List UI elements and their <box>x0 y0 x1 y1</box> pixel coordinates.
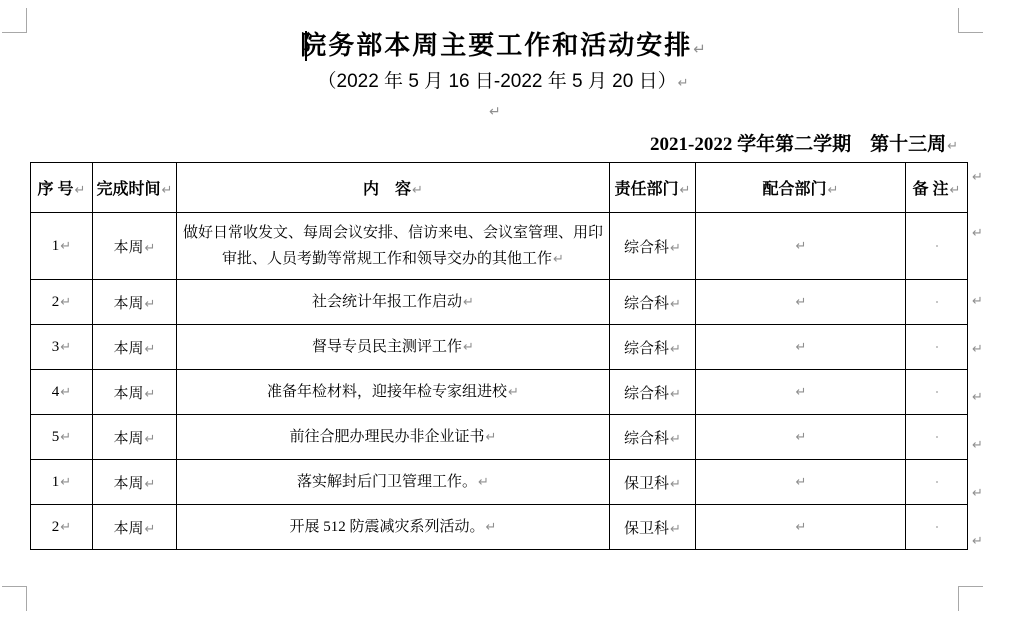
paragraph-mark-icon: ↵ <box>489 104 501 120</box>
time-text: 本周 <box>113 520 144 537</box>
cell-dept[interactable] <box>610 325 696 370</box>
header-content[interactable] <box>177 163 610 213</box>
cell-content[interactable] <box>177 280 610 325</box>
cell-note[interactable] <box>906 370 968 415</box>
header-note[interactable] <box>906 163 968 213</box>
paragraph-mark-icon: ↵ <box>60 519 72 535</box>
note-mark <box>936 245 938 247</box>
paragraph-mark-icon: ↵ <box>144 431 156 447</box>
row-end-mark-icon: ↵ <box>972 294 983 309</box>
paragraph-mark-icon: ↵ <box>144 341 156 357</box>
cell-note[interactable] <box>906 280 968 325</box>
header-time-label: 完成时间 <box>96 181 161 198</box>
cell-coop[interactable] <box>696 460 906 505</box>
schedule-table <box>30 162 968 550</box>
paragraph-mark-icon: ↵ <box>60 238 72 254</box>
row-number: 1 <box>51 237 60 254</box>
content-text: 做好日常收发文、每周会议安排、信访来电、会议室管理、用印审批、人员考勤等常规工作和领导交办的其他工作 <box>182 224 603 267</box>
paragraph-mark-icon: ↵ <box>144 386 156 402</box>
note-mark <box>936 526 938 528</box>
paragraph-mark-icon: ↵ <box>670 521 681 537</box>
paragraph-mark-icon: ↵ <box>74 183 86 198</box>
cell-note[interactable] <box>906 415 968 460</box>
row-number: 5 <box>51 428 60 445</box>
header-dept[interactable] <box>610 163 696 213</box>
cell-coop[interactable] <box>696 415 906 460</box>
cell-no[interactable] <box>31 325 93 370</box>
note-mark <box>936 481 938 483</box>
paragraph-mark-icon: ↵ <box>60 474 72 490</box>
paragraph-mark-icon: ↵ <box>508 384 519 400</box>
header-no[interactable] <box>31 163 93 213</box>
cell-coop[interactable] <box>696 213 906 280</box>
content-text: 开展 512 防震减灾系列活动。 <box>289 518 485 535</box>
row-end-mark-icon: ↵ <box>972 534 983 549</box>
paragraph-mark-icon: ↵ <box>485 429 497 445</box>
cell-dept[interactable] <box>610 370 696 415</box>
cell-coop[interactable] <box>696 505 906 550</box>
paragraph-mark-icon: ↵ <box>677 76 689 91</box>
paragraph-mark-icon: ↵ <box>670 240 681 256</box>
note-mark <box>936 391 938 393</box>
header-dept-label: 责任部门 <box>614 181 679 198</box>
paragraph-mark-icon: ↵ <box>795 519 807 535</box>
content-text: 督导专员民主测评工作 <box>312 338 463 355</box>
cell-note[interactable] <box>906 213 968 280</box>
row-end-mark-icon: ↵ <box>972 226 983 241</box>
cell-note[interactable] <box>906 460 968 505</box>
cell-content[interactable] <box>177 415 610 460</box>
dept-text: 保卫科 <box>624 475 670 492</box>
time-text: 本周 <box>113 239 144 256</box>
text-boundary-corner-bottom-left <box>2 586 27 611</box>
time-text: 本周 <box>113 430 144 447</box>
cell-dept[interactable] <box>610 213 696 280</box>
cell-time[interactable] <box>93 213 177 280</box>
date-range-line[interactable] <box>0 66 1006 93</box>
semester-line[interactable] <box>650 129 958 156</box>
row-end-mark-icon: ↵ <box>972 438 983 453</box>
content-text: 落实解封后门卫管理工作。 <box>297 473 478 490</box>
content-text: 准备年检材料，迎接年检专家组进校 <box>267 383 508 400</box>
cell-note[interactable] <box>906 505 968 550</box>
note-mark <box>936 436 938 438</box>
paragraph-mark-icon: ↵ <box>144 296 156 312</box>
time-text: 本周 <box>113 340 144 357</box>
paragraph-mark-icon: ↵ <box>947 139 958 154</box>
table-row <box>31 505 968 550</box>
row-number: 3 <box>51 338 60 355</box>
paragraph-mark-icon: ↵ <box>795 384 807 400</box>
header-content-label: 内 容 <box>363 181 412 198</box>
cell-content[interactable] <box>177 370 610 415</box>
paragraph-mark-icon: ↵ <box>795 339 807 355</box>
paragraph-mark-icon: ↵ <box>144 521 156 537</box>
cell-no[interactable] <box>31 370 93 415</box>
cell-time[interactable] <box>93 505 177 550</box>
paragraph-mark-icon: ↵ <box>949 183 961 198</box>
paragraph-mark-icon: ↵ <box>679 183 691 198</box>
time-text: 本周 <box>113 295 144 312</box>
cell-dept[interactable] <box>610 415 696 460</box>
paragraph-mark-icon: ↵ <box>795 474 807 490</box>
cell-time[interactable] <box>93 280 177 325</box>
paragraph-mark-icon: ↵ <box>670 296 681 312</box>
paragraph-mark-icon: ↵ <box>478 474 489 490</box>
dept-text: 综合科 <box>624 295 670 312</box>
paragraph-mark-icon: ↵ <box>60 384 72 400</box>
header-no-label: 序 号 <box>37 181 74 198</box>
dept-text: 综合科 <box>624 385 670 402</box>
note-mark <box>936 346 938 348</box>
header-coop[interactable] <box>696 163 906 213</box>
paragraph-mark-icon: ↵ <box>670 386 681 402</box>
cell-note[interactable] <box>906 325 968 370</box>
cell-coop[interactable] <box>696 325 906 370</box>
paragraph-mark-icon: ↵ <box>795 238 807 254</box>
dept-text: 保卫科 <box>624 520 670 537</box>
dept-text: 综合科 <box>624 430 670 447</box>
paragraph-mark-icon: ↵ <box>693 40 706 58</box>
cell-time[interactable] <box>93 325 177 370</box>
time-text: 本周 <box>113 385 144 402</box>
paragraph-mark-icon: ↵ <box>463 294 474 310</box>
text-boundary-corner-bottom-right <box>958 586 983 611</box>
paragraph-mark-icon: ↵ <box>412 183 423 198</box>
row-end-mark-icon: ↵ <box>972 342 983 357</box>
row-end-mark-icon: ↵ <box>972 170 983 185</box>
paragraph-mark-icon: ↵ <box>60 294 72 310</box>
row-number: 4 <box>51 383 60 400</box>
table-row <box>31 213 968 280</box>
page-title: 院务部本周主要工作和活动安排 <box>300 30 693 60</box>
header-coop-label: 配合部门 <box>762 181 827 198</box>
row-number: 2 <box>51 518 60 535</box>
cell-content[interactable] <box>177 505 610 550</box>
paragraph-mark-icon: ↵ <box>670 431 681 447</box>
note-mark <box>936 301 938 303</box>
paragraph-mark-icon: ↵ <box>60 339 72 355</box>
paragraph-mark-icon: ↵ <box>553 251 564 267</box>
cell-time[interactable] <box>93 460 177 505</box>
cell-dept[interactable] <box>610 460 696 505</box>
table-row <box>31 280 968 325</box>
table-header-row <box>31 163 968 213</box>
cell-dept[interactable] <box>610 280 696 325</box>
cell-time[interactable] <box>93 370 177 415</box>
cell-content[interactable] <box>177 325 610 370</box>
paragraph-mark-icon: ↵ <box>161 183 173 198</box>
paragraph-mark-icon: ↵ <box>670 341 681 357</box>
paragraph-mark-icon: ↵ <box>144 240 156 256</box>
cell-no[interactable] <box>31 505 93 550</box>
cell-content[interactable] <box>177 460 610 505</box>
dept-text: 综合科 <box>624 239 670 256</box>
cell-no[interactable] <box>31 460 93 505</box>
content-text: 前往合肥办理民办非企业证书 <box>289 428 485 445</box>
row-number: 2 <box>51 293 60 310</box>
content-text: 社会统计年报工作启动 <box>312 293 463 310</box>
table-row <box>31 460 968 505</box>
cell-coop[interactable] <box>696 370 906 415</box>
table-row <box>31 415 968 460</box>
paragraph-mark-icon: ↵ <box>827 183 839 198</box>
cell-no[interactable] <box>31 280 93 325</box>
cell-no[interactable] <box>31 213 93 280</box>
paragraph-mark-icon: ↵ <box>485 519 497 535</box>
paragraph-mark-icon: ↵ <box>60 429 72 445</box>
header-note-label: 备 注 <box>912 181 949 198</box>
paragraph-mark-icon: ↵ <box>144 476 156 492</box>
header-time[interactable] <box>93 163 177 213</box>
row-end-mark-icon: ↵ <box>972 390 983 405</box>
title-line[interactable] <box>0 25 1006 62</box>
date-range: （2022 年 5 月 16 日-2022 年 5 月 20 日） <box>317 71 677 92</box>
table-row <box>31 325 968 370</box>
cell-coop[interactable] <box>696 280 906 325</box>
semester-text: 2021-2022 学年第二学期 第十三周 <box>650 134 947 155</box>
time-text: 本周 <box>113 475 144 492</box>
paragraph-mark-icon: ↵ <box>670 476 681 492</box>
row-end-mark-icon: ↵ <box>972 486 983 501</box>
paragraph-mark-icon: ↵ <box>463 339 474 355</box>
cell-content[interactable] <box>177 213 610 280</box>
table-row <box>31 370 968 415</box>
cell-time[interactable] <box>93 415 177 460</box>
dept-text: 综合科 <box>624 340 670 357</box>
row-number: 1 <box>51 473 60 490</box>
paragraph-mark-icon: ↵ <box>795 294 807 310</box>
paragraph-mark-icon: ↵ <box>795 429 807 445</box>
cell-dept[interactable] <box>610 505 696 550</box>
cell-no[interactable] <box>31 415 93 460</box>
